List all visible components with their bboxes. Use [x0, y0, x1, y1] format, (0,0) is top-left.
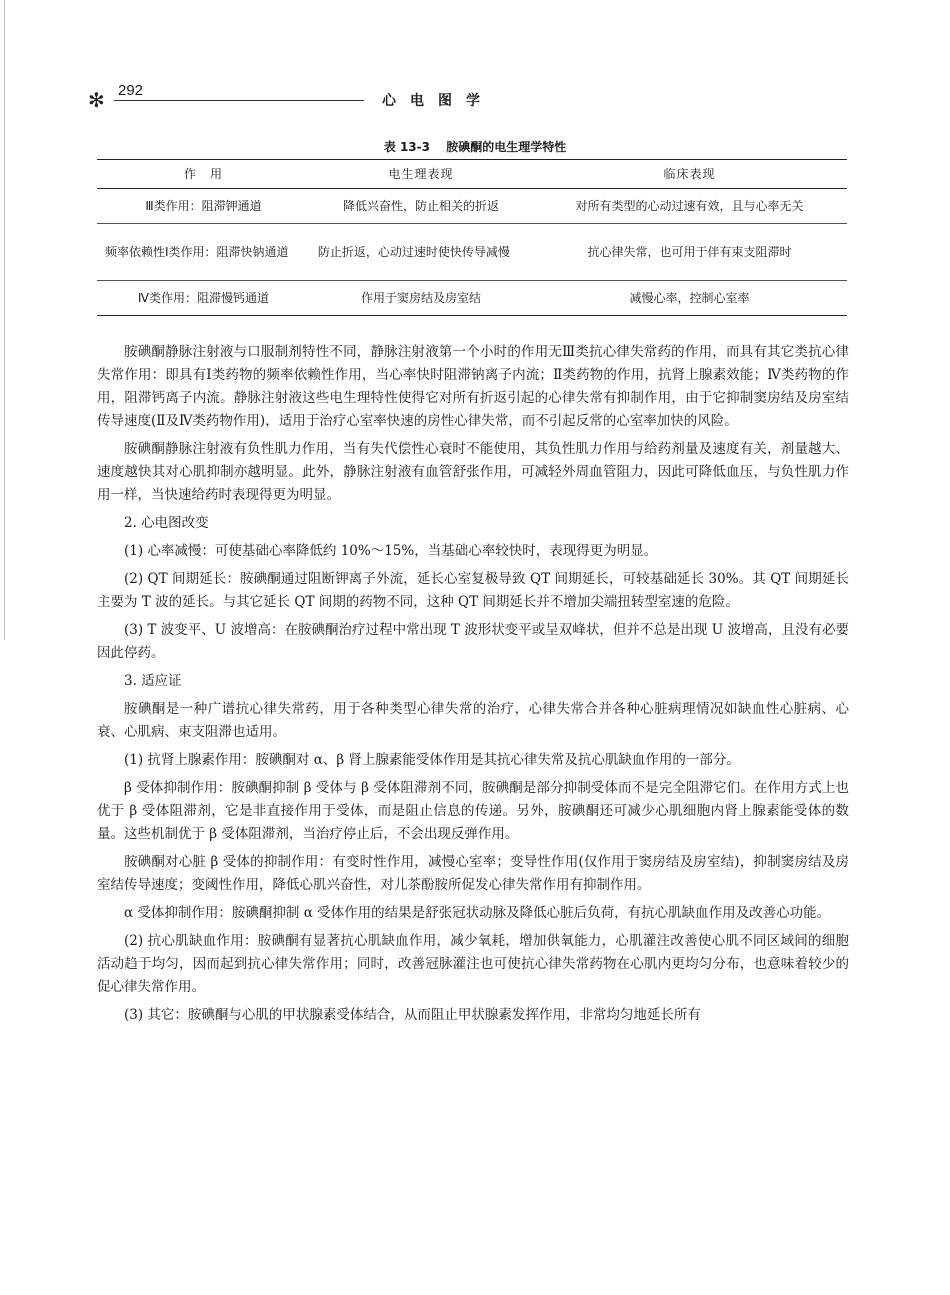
column-header: 作 用	[183, 167, 223, 181]
table-cell: 对所有类型的心动过速有效，且与心率无关	[575, 199, 804, 213]
table-row	[97, 189, 847, 224]
paragraph: 胺碘酮是一种广谱抗心律失常药，用于各种类型心律失常的治疗，心律失常合并各种心脏病理情况如缺血性心脏病、心衰、心肌病、束支阻滞也适用。	[97, 701, 849, 740]
running-title: 心电图学	[382, 93, 494, 109]
star-ornament-icon: ✻	[88, 88, 105, 112]
paragraph: (2) QT 间期延长：胺碘酮通过阻断钾离子外流，延长心室复极导致 QT 间期延长，可较基础延长 30%。其 QT 间期延长主要为 T 波的延长。与其它延长 QT 间期的药物不同，这种 QT 间期延长并不增加尖端扭转型室速的危险。	[97, 571, 849, 610]
properties-table	[97, 159, 847, 316]
paragraph: β 受体抑制作用：胺碘酮抑制 β 受体与 β 受体阻滞剂不同，胺碘酮是部分抑制受体而不是完全阻滞它们。在作用方式上也优于 β 受体阻滞剂，它是非直接作用于受体，而是阻止信息的传递。另外，胺碘酮还可减少心肌细胞内肾上腺素能受体的数量。这些机制优于 β 受体阻滞剂，当治疗停止后，不会出现反弹作用。	[97, 780, 849, 842]
page-edge-line	[4, 0, 5, 640]
page-header	[88, 84, 848, 114]
table-cell: 减慢心率，控制心室率	[629, 291, 750, 305]
paragraph: (1) 心率减慢：可使基础心率降低约 10%～15%，当基础心率较快时，表现得更为明显。	[124, 543, 658, 559]
section-heading: 3. 适应证	[124, 673, 182, 689]
table-row	[97, 224, 847, 281]
paragraph: α 受体抑制作用：胺碘酮抑制 α 受体作用的结果是舒张冠状动脉及降低心脏后负荷，有抗心肌缺血作用及改善心功能。	[124, 905, 831, 921]
table-cell: Ⅳ类作用：阻滞慢钙通道	[137, 291, 269, 305]
table-caption-number: 表 13-3	[383, 140, 430, 154]
body-text	[97, 341, 849, 1032]
paragraph: (2) 抗心肌缺血作用：胺碘酮有显著抗心肌缺血作用，减少氧耗，增加供氧能力，心肌灌注改善使心肌不同区域间的细胞活动趋于均匀，因而起到抗心律失常作用；同时，改善冠脉灌注也可使抗心律失常药物在心肌内更均匀分布，也意味着较少的促心律失常作用。	[97, 933, 849, 995]
table-cell: Ⅲ类作用：阻滞钾通道	[145, 199, 262, 213]
page-number: 292	[118, 82, 144, 99]
table-cell: 作用于窦房结及房室结	[360, 291, 481, 305]
table-cell: 频率依赖性Ⅰ类作用：阻滞快钠通道	[105, 245, 289, 259]
table-caption-title: 胺碘酮的电生理学特性	[446, 140, 567, 154]
column-header: 临床表现	[663, 167, 716, 181]
paragraph: (3) T 波变平、U 波增高：在胺碘酮治疗过程中常出现 T 波形状变平或呈双峰状，但并不总是出现 U 波增高，且没有必要因此停药。	[97, 622, 849, 661]
paragraph: 胺碘酮静脉注射液与口服制剂特性不同，静脉注射液第一个小时的作用无Ⅲ类抗心律失常药的作用，而具有其它类抗心律失常作用：即具有Ⅰ类药物的频率依赖性作用，当心率快时阻滞钠离子内流；Ⅱ类药物的作用，抗肾上腺素效能；Ⅳ类药物的作用，阻滞钙离子内流。静脉注射液这些电生理特性使得它对所有折返引起的心律失常有抑制作用，由于它抑制窦房结及房室结传导速度(Ⅱ及Ⅳ类药物作用)，适用于治疗心室率快速的房性心律失常，而不引起反常的心室率加快的风险。	[97, 344, 849, 429]
table-cell: 防止折返，心动过速时使快传导减慢	[317, 245, 510, 259]
table-header-row	[97, 160, 847, 189]
section-heading: 2. 心电图改变	[124, 515, 209, 531]
table-caption	[0, 138, 950, 155]
paragraph: 胺碘酮对心脏 β 受体的抑制作用：有变时性作用，减慢心室率；变导性作用(仅作用于窦房结及房室结)，抑制窦房结及房室结传导速度；变阈性作用，降低心肌兴奋性，对儿茶酚胺所促发心律失常作用有抑制作用。	[97, 854, 849, 893]
column-header: 电生理表现	[388, 167, 454, 181]
table-row	[97, 281, 847, 316]
paragraph: (3) 其它：胺碘酮与心肌的甲状腺素受体结合，从而阻止甲状腺素发挥作用，非常均匀地延长所有	[124, 1007, 701, 1023]
header-rule	[114, 100, 364, 101]
paragraph: 胺碘酮静脉注射液有负性肌力作用，当有失代偿性心衰时不能使用，其负性肌力作用与给药剂量及速度有关，剂量越大、速度越快其对心肌抑制亦越明显。此外，静脉注射液有血管舒张作用，可减轻外周血管阻力，因此可降低血压，与负性肌力作用一样，当快速给药时表现得更为明显。	[97, 441, 849, 503]
paragraph: (1) 抗肾上腺素作用：胺碘酮对 α、β 肾上腺素能受体作用是其抗心律失常及抗心肌缺血作用的一部分。	[124, 752, 740, 768]
table-cell: 抗心律失常，也可用于伴有束支阻滞时	[587, 245, 792, 259]
table-cell: 降低兴奋性，防止相关的折返	[342, 199, 499, 213]
